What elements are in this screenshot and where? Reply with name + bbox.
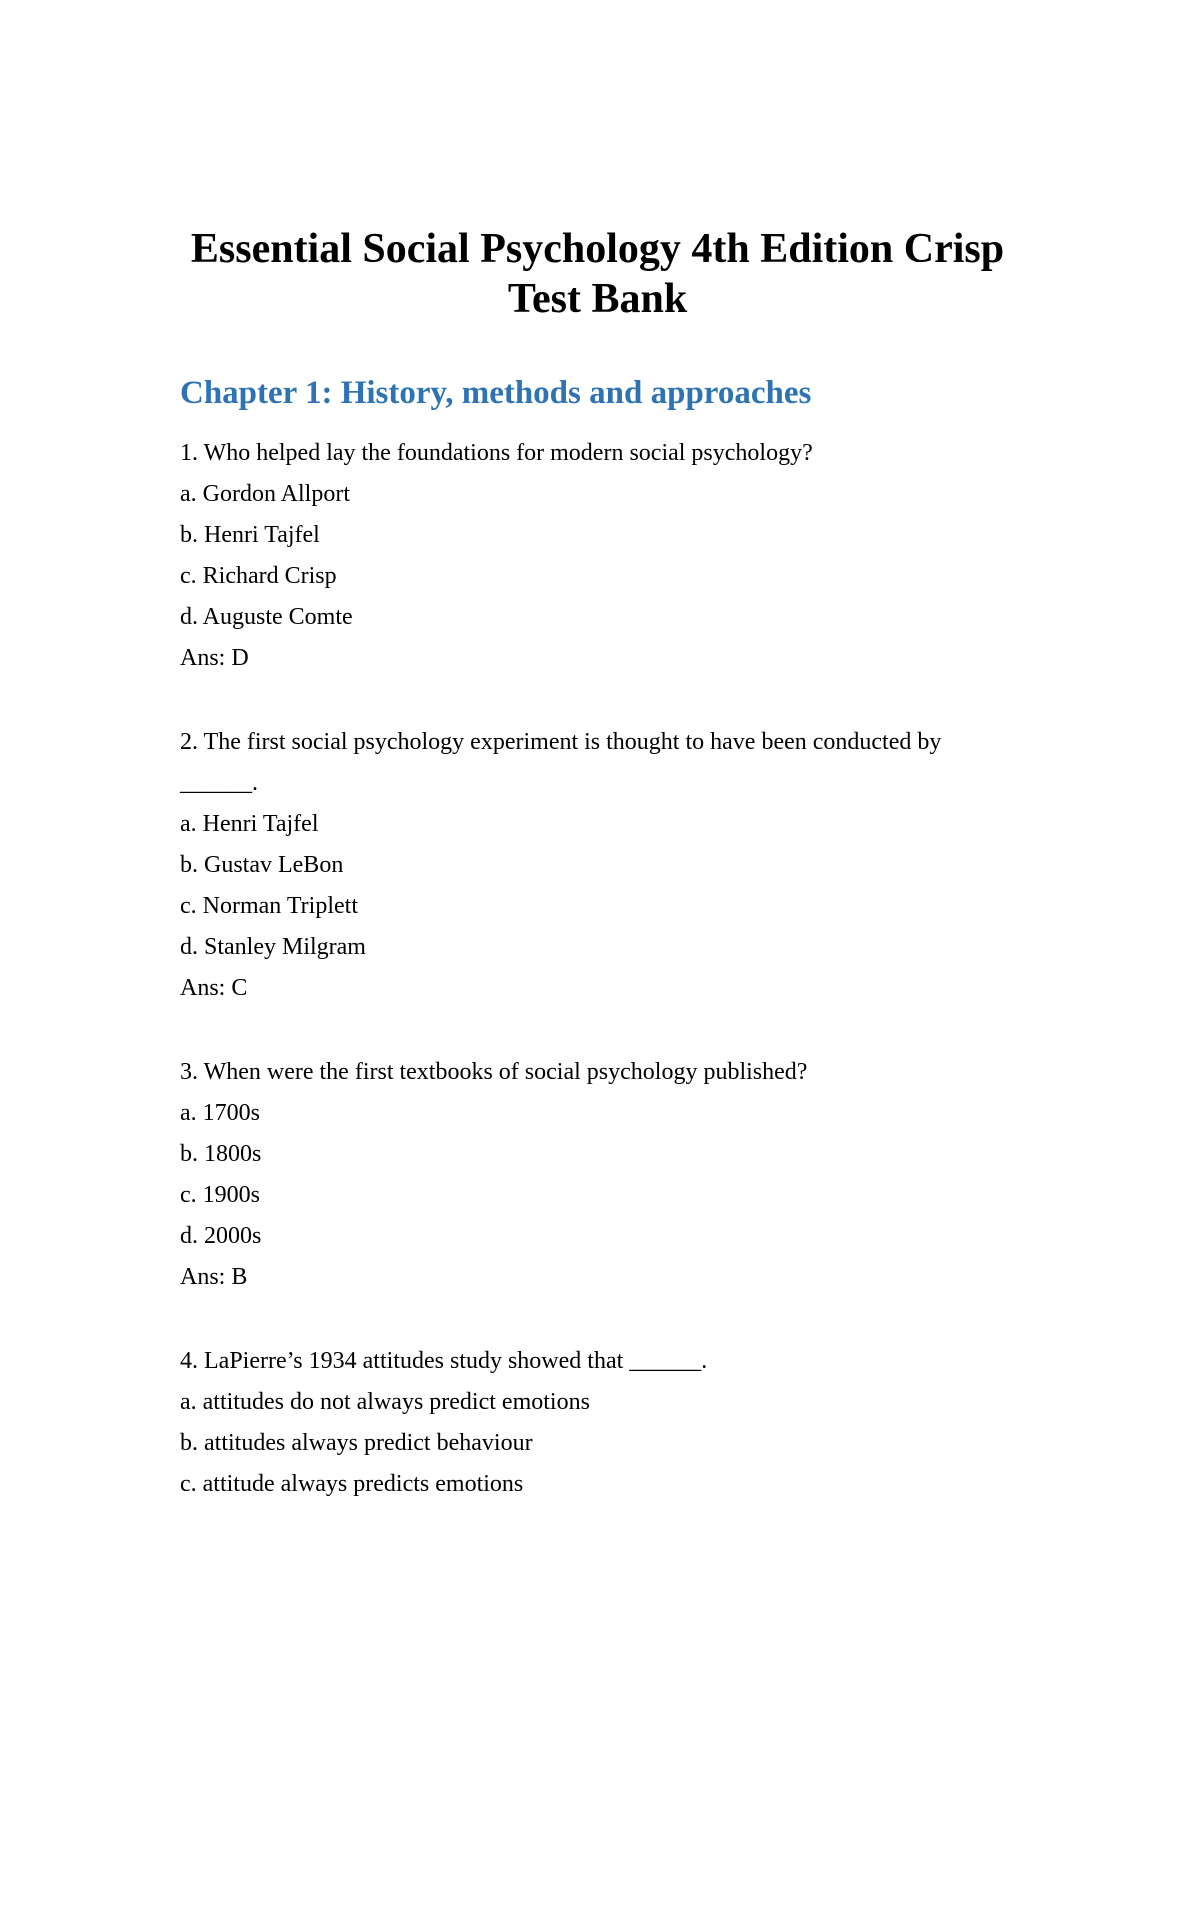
question-2-option-d: d. Stanley Milgram xyxy=(180,934,366,960)
question-block-2 xyxy=(180,722,1015,1009)
question-4-option-c: c. attitude always predicts emotions xyxy=(180,1471,524,1497)
question-3-option-b: b. 1800s xyxy=(180,1141,262,1167)
question-3-option-c: c. 1900s xyxy=(180,1182,260,1208)
question-4-option-b: b. attitudes always predict behaviour xyxy=(180,1430,533,1456)
question-2-text: 2. The first social psychology experiment is thought to have been conducted by xyxy=(180,729,942,755)
question-3-text: 3. When were the first textbooks of social psychology published? xyxy=(180,1059,808,1085)
question-1-option-c: c. Richard Crisp xyxy=(180,563,337,589)
question-1-option-b: b. Henri Tajfel xyxy=(180,522,320,548)
question-1-option-d: d. Auguste Comte xyxy=(180,604,353,630)
question-1-option-a: a. Gordon Allport xyxy=(180,481,350,507)
question-4-text: 4. LaPierre’s 1934 attitudes study showed that ______. xyxy=(180,1348,708,1374)
chapter-heading: Chapter 1: History, methods and approaches xyxy=(180,375,812,411)
question-block-1 xyxy=(180,433,1015,679)
question-2-option-c: c. Norman Triplett xyxy=(180,893,358,919)
question-3-option-d: d. 2000s xyxy=(180,1223,262,1249)
question-4-option-a: a. attitudes do not always predict emotions xyxy=(180,1389,590,1415)
question-2-option-b: b. Gustav LeBon xyxy=(180,852,344,878)
question-block-3 xyxy=(180,1052,1015,1298)
question-1-answer-line: Ans: D xyxy=(180,645,249,671)
question-2-option-a: a. Henri Tajfel xyxy=(180,811,319,837)
question-3-option-a: a. 1700s xyxy=(180,1100,260,1126)
question-block-4 xyxy=(180,1341,1015,1505)
document-title xyxy=(180,224,1015,324)
question-1-text: 1. Who helped lay the foundations for modern social psychology? xyxy=(180,440,813,466)
question-3-answer-line: Ans: B xyxy=(180,1264,248,1290)
document-page xyxy=(0,224,1190,1908)
question-2-answer-line: Ans: C xyxy=(180,975,248,1001)
title-line-1: Essential Social Psychology 4th Edition Crisp xyxy=(190,226,1005,272)
title-line-2: Test Bank xyxy=(507,276,688,322)
question-2-text-blank-line: ______. xyxy=(180,770,258,796)
